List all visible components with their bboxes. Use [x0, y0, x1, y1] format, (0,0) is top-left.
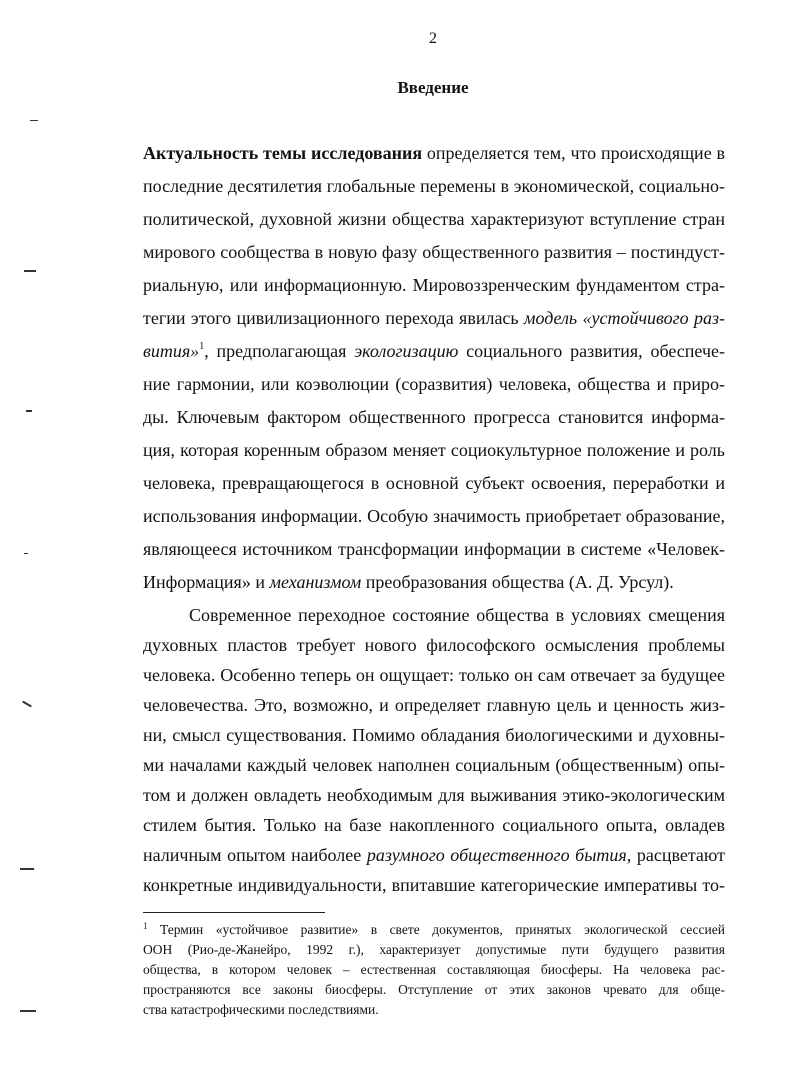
text-line: ды. Ключевым фактором общественного прогресса становится информа- — [143, 407, 725, 427]
text-span: Термин «устойчивое развитие» в свете документов, принятых экологической сессией — [147, 922, 725, 937]
scan-artifact — [30, 120, 38, 121]
italic-term: вития» — [143, 341, 200, 361]
bold-lead: Актуальность темы исследования — [143, 143, 423, 163]
text-line: являющееся источником трансформации информации в системе «Человек- — [143, 539, 725, 559]
text-line: конкретные индивидуальности, впитавшие категорические императивы то- — [143, 875, 725, 895]
text-span: преобразования общества (А. Д. Урсул). — [361, 572, 674, 592]
italic-term: модель «устойчивого раз- — [523, 308, 725, 328]
text-line: духовных пластов требует нового философского осмысления проблемы — [143, 635, 725, 655]
text-line — [143, 341, 725, 361]
footnote-line: пространяются все законы биосферы. Отступление от этих законов чревато для обще- — [143, 982, 725, 997]
text-line: Современное переходное состояние общества в условиях смещения — [189, 605, 725, 625]
scan-artifact — [20, 1010, 36, 1012]
text-line: ми началами каждый человек наполнен социальным (общественным) опы- — [143, 755, 725, 775]
text-line: человека, превращающегося в основной субъект освоения, переработки и — [143, 473, 725, 493]
text-line — [143, 308, 725, 328]
scan-artifact — [26, 410, 32, 412]
text-line — [143, 845, 725, 865]
text-line: том и должен овладеть необходимым для выживания этико-экологическим — [143, 785, 725, 805]
text-span: наличным опытом наиболее — [143, 845, 367, 865]
scan-artifact — [20, 868, 34, 870]
text-line: мирового сообщества в новую фазу общественного развития – постиндуст- — [143, 242, 725, 262]
italic-term: механизмом — [269, 572, 362, 592]
text-line: политической, духовной жизни общества характеризуют вступление стран — [143, 209, 725, 229]
text-span: определяется тем, что происходящие в — [422, 143, 725, 163]
italic-term: экологизацию — [354, 341, 459, 361]
text-line: человека. Особенно теперь он ощущает: только он сам отвечает за будущее — [143, 665, 725, 685]
footnote-rule — [143, 912, 325, 913]
footnote-marker: 1 — [143, 921, 148, 931]
text-line: ция, которая коренным образом меняет социокультурное положение и роль — [143, 440, 725, 460]
section-heading: Введение — [397, 78, 469, 97]
footnote-line: ООН (Рио-де-Жанейро, 1992 г.), характеризует допустимые пути будущего развития — [143, 942, 725, 957]
text-line — [143, 143, 725, 163]
text-span: Информация» и — [143, 572, 270, 592]
scan-artifact — [24, 553, 28, 554]
scan-artifact — [22, 701, 32, 708]
text-line: ние гармонии, или коэволюции (соразвития) человека, общества и приро- — [143, 374, 725, 394]
text-line: риальную, или информационную. Мировоззренческим фундаментом стра- — [143, 275, 725, 295]
text-span: тегии этого цивилизационного перехода явилась — [143, 308, 524, 328]
page-number: 2 — [429, 30, 437, 47]
footnote-line: ства катастрофическими последствиями. — [143, 1002, 379, 1017]
text-span: социального развития, обеспече- — [458, 341, 726, 361]
text-line: последние десятилетия глобальные перемены в экономической, социально- — [143, 176, 725, 196]
text-line: ни, смысл существования. Помимо обладания биологическими и духовны- — [143, 725, 725, 745]
text-line: человечества. Это, возможно, и определяет главную цель и ценность жиз- — [143, 695, 725, 715]
text-line: использования информации. Особую значимость приобретает образование, — [143, 506, 725, 526]
footnote-line — [143, 922, 725, 938]
text-span: , расцветают — [626, 845, 725, 865]
text-line: стилем бытия. Только на базе накопленного социального опыта, овладев — [143, 815, 725, 835]
scan-artifact — [24, 270, 36, 272]
footnote-reference: 1 — [199, 341, 205, 352]
italic-term: разумного общественного бытия — [366, 845, 627, 865]
text-span: , предполагающая — [204, 341, 355, 361]
footnote-line: общества, в котором человек – естественная составляющая биосферы. На человека рас- — [143, 962, 725, 977]
text-line — [143, 572, 725, 592]
